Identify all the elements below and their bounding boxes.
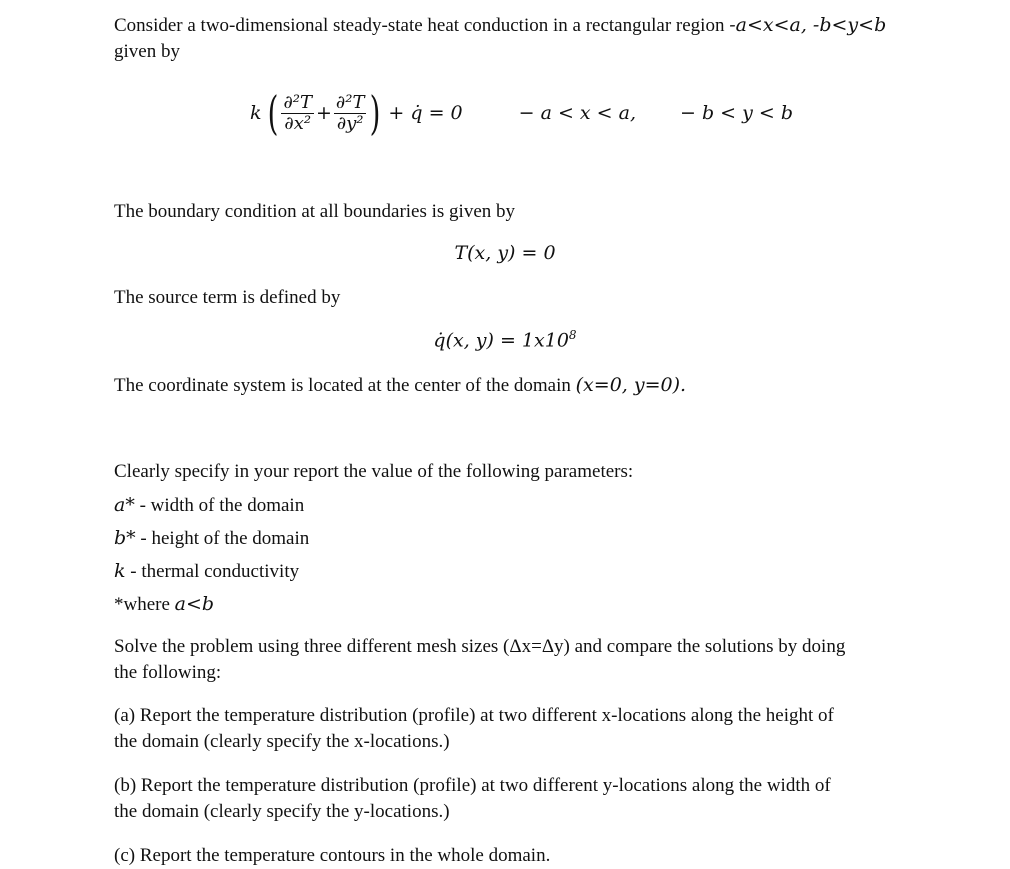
frac-xx-num: ∂²T (283, 91, 312, 113)
source-equation (0, 328, 1010, 351)
eq-plus: + (316, 102, 332, 124)
task-intro-line1: Solve the problem using three different mesh sizes (Δx=Δy) and compare the solutions by doing (114, 636, 846, 657)
source-term-text: The source term is defined by (114, 287, 341, 308)
intro-region: -a<x<a, -b<y<b (729, 14, 887, 36)
parameter-desc: - height of the domain (135, 528, 310, 549)
parameter-symbol: a* (114, 494, 135, 516)
coordinates-text: The coordinate system is located at the center of the domain (114, 375, 571, 396)
source-equation-lhs: q̇(x, y) = 1x10 (433, 329, 569, 352)
parameter-note (114, 591, 914, 618)
eq-source: + q̇ = 0 (388, 102, 463, 124)
eq-range-x: − a < x < a, (518, 102, 636, 124)
intro-line1: Consider a two-dimensional steady-state heat conduction in a rectangular region (114, 15, 725, 36)
boundary-text: The boundary condition at all boundaries is given by (114, 201, 516, 222)
parameter-item (114, 525, 914, 552)
left-paren: ( (267, 86, 278, 140)
parameter-note-math: a<b (174, 593, 215, 615)
parameter-desc: - width of the domain (134, 495, 305, 516)
frac-yy-num: ∂²T (335, 91, 365, 113)
frac-xx-den: ∂x² (284, 112, 312, 134)
governing-equation (250, 88, 793, 138)
parameter-symbol: b* (114, 527, 136, 549)
intro-line2: given by (114, 41, 180, 62)
task-b-line2: the domain (clearly specify the y-locations.) (114, 801, 450, 822)
task-intro (114, 634, 914, 686)
boundary-equation (0, 242, 1010, 264)
parameters-intro: Clearly specify in your report the value of the following parameters: (114, 461, 634, 482)
intro-paragraph (114, 12, 914, 65)
task-c-line1: (c) Report the temperature contours in the whole domain. (114, 845, 551, 866)
task-a-line1: (a) Report the temperature distribution (profile) at two different x-locations along the height of (114, 705, 834, 726)
eq-k: k (250, 102, 262, 124)
task-a (114, 703, 914, 755)
parameter-symbol: k (114, 560, 126, 582)
task-intro-line2: the following: (114, 662, 222, 683)
task-b (114, 773, 914, 825)
frac-yy-den: ∂y² (336, 112, 364, 134)
right-paren: ) (370, 86, 381, 140)
parameter-item (114, 558, 914, 585)
coordinates-paragraph (114, 372, 914, 399)
frac-yy (334, 93, 367, 134)
source-equation-exp: 8 (568, 328, 577, 342)
frac-xx (281, 93, 314, 134)
task-b-line1: (b) Report the temperature distribution (profile) at two different y-locations along the width of (114, 775, 831, 796)
boundary-equation-text: T(x, y) = 0 (454, 242, 556, 264)
parameter-item (114, 492, 914, 519)
parameter-note-prefix: *where (114, 594, 175, 615)
parameter-desc: - thermal conductivity (125, 561, 300, 582)
coordinates-location: (x=0, y=0). (575, 374, 687, 396)
eq-range-y: − b < y < b (680, 102, 794, 124)
task-c (114, 843, 914, 869)
task-a-line2: the domain (clearly specify the x-locations.) (114, 731, 450, 752)
